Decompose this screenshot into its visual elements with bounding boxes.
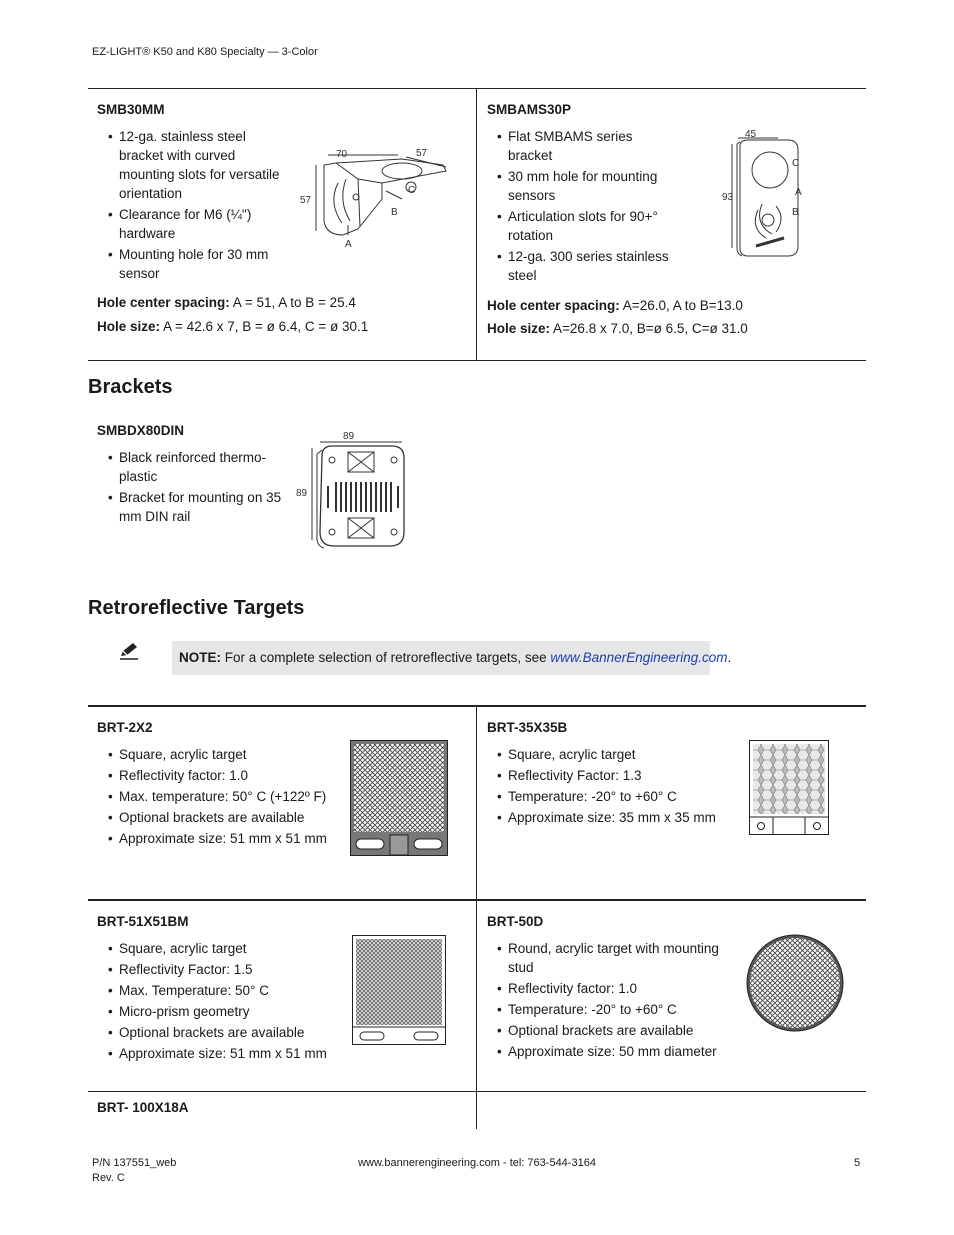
table-top-border bbox=[88, 88, 866, 89]
svg-text:89: 89 bbox=[296, 488, 308, 499]
product-bullets bbox=[98, 939, 338, 1065]
product-name: SMBAMS30P bbox=[487, 102, 572, 117]
page-number: 5 bbox=[854, 1157, 861, 1169]
table-divider bbox=[476, 88, 477, 360]
svg-text:57: 57 bbox=[416, 148, 428, 159]
bullet-item: • Bracket for mounting on 35 mm DIN rail bbox=[98, 488, 288, 526]
hole-size: Hole size: A=26.8 x 7.0, B=ø 6.5, C=ø 31.0 bbox=[487, 321, 748, 336]
bullet-item: • Reflectivity Factor: 1.3 bbox=[487, 766, 727, 785]
pencil-note-icon bbox=[118, 642, 140, 660]
part-number: P/N 137551_web bbox=[92, 1157, 177, 1169]
svg-text:57: 57 bbox=[300, 195, 312, 206]
product-name: SMBDX80DIN bbox=[97, 423, 185, 438]
bullet-item: • Articulation slots for 90+° rotation bbox=[487, 207, 687, 245]
product-name: BRT-51X51BM bbox=[97, 914, 189, 929]
targets-table-row-line bbox=[88, 899, 866, 901]
bullet-item: • Approximate size: 51 mm x 51 mm bbox=[98, 829, 338, 848]
banner-website-link[interactable]: www.BannerEngineering.com bbox=[550, 650, 728, 665]
svg-text:70: 70 bbox=[336, 149, 348, 160]
product-bullets bbox=[487, 745, 727, 829]
table-bottom-border bbox=[88, 360, 866, 361]
bullet-item: • Black reinforced thermo- plastic bbox=[98, 448, 288, 486]
product-bullets bbox=[487, 939, 737, 1063]
section-title-brackets: Brackets bbox=[88, 376, 173, 398]
note-label: NOTE: bbox=[179, 650, 221, 665]
bullet-item: • Reflectivity factor: 1.0 bbox=[98, 766, 338, 785]
product-name: SMB30MM bbox=[97, 102, 165, 117]
bullet-item: • Approximate size: 51 mm x 51 mm bbox=[98, 1044, 338, 1063]
bullet-item: • Optional brackets are available bbox=[487, 1021, 737, 1040]
bullet-item: • Max. Temperature: 50° C bbox=[98, 981, 338, 1000]
product-name: BRT-35X35B bbox=[487, 720, 568, 735]
brt-50d-image bbox=[745, 933, 845, 1033]
smbdx80din-drawing bbox=[292, 428, 410, 550]
bullet-item: • Reflectivity factor: 1.0 bbox=[487, 979, 737, 998]
hole-spacing: Hole center spacing: A = 51, A to B = 25.4 bbox=[97, 295, 356, 310]
svg-text:45: 45 bbox=[745, 129, 757, 140]
document-header: EZ-LIGHT® K50 and K80 Specialty — 3-Color bbox=[92, 46, 318, 58]
bullet-item: • 30 mm hole for mounting sensors bbox=[487, 167, 687, 205]
bullet-item: • Square, acrylic target bbox=[98, 939, 338, 958]
bullet-item: • Flat SMBAMS series bracket bbox=[487, 127, 687, 165]
svg-text:89: 89 bbox=[343, 431, 355, 442]
smb30mm-drawing bbox=[298, 143, 454, 251]
section-title-targets: Retroreflective Targets bbox=[88, 597, 305, 619]
bullet-item: • Micro-prism geometry bbox=[98, 1002, 338, 1021]
bullet-item: • Max. temperature: 50° C (+122º F) bbox=[98, 787, 338, 806]
svg-text:C: C bbox=[408, 185, 416, 196]
note-box: NOTE: For a complete selection of retroreflective targets, see www.BannerEngineering.com. bbox=[172, 641, 710, 675]
svg-text:B: B bbox=[391, 207, 398, 218]
svg-text:A: A bbox=[345, 239, 352, 250]
svg-text:93: 93 bbox=[722, 192, 734, 203]
product-bullets bbox=[98, 127, 298, 285]
bullet-item: • Approximate size: 35 mm x 35 mm bbox=[487, 808, 727, 827]
bullet-item: • Clearance for M6 (¼") hardware bbox=[98, 205, 298, 243]
bullet-item: • Reflectivity Factor: 1.5 bbox=[98, 960, 338, 979]
brt-2x2-image bbox=[350, 740, 448, 856]
targets-table-top bbox=[88, 705, 866, 707]
bullet-item: • Square, acrylic target bbox=[98, 745, 338, 764]
targets-table-row-line bbox=[88, 1091, 866, 1092]
bullet-item: • Temperature: -20° to +60° C bbox=[487, 787, 727, 806]
svg-text:B: B bbox=[792, 207, 799, 218]
hole-size: Hole size: A = 42.6 x 7, B = ø 6.4, C = ø 30.1 bbox=[97, 319, 369, 334]
product-bullets bbox=[487, 127, 687, 287]
product-bullets bbox=[98, 448, 288, 528]
bullet-item: • Optional brackets are available bbox=[98, 808, 338, 827]
contact-info: www.bannerengineering.com - tel: 763-544-3164 bbox=[358, 1157, 596, 1169]
svg-text:C: C bbox=[792, 158, 800, 169]
brt-35x35b-image bbox=[749, 740, 829, 835]
product-name: BRT-2X2 bbox=[97, 720, 153, 735]
product-name: BRT- 100X18A bbox=[97, 1100, 189, 1115]
bullet-item: • Square, acrylic target bbox=[487, 745, 727, 764]
product-bullets bbox=[98, 745, 338, 850]
bullet-item: • Optional brackets are available bbox=[98, 1023, 338, 1042]
bullet-item: • 12-ga. 300 series stainless steel bbox=[487, 247, 687, 285]
hole-spacing: Hole center spacing: A=26.0, A to B=13.0 bbox=[487, 298, 743, 313]
bullet-item: • Temperature: -20° to +60° C bbox=[487, 1000, 737, 1019]
bullet-item: • Round, acrylic target with mounting stud bbox=[487, 939, 737, 977]
product-name: BRT-50D bbox=[487, 914, 544, 929]
bullet-item: • Mounting hole for 30 mm sensor bbox=[98, 245, 298, 283]
bullet-item: • 12-ga. stainless steel bracket with curved mounting slots for versatile orientation bbox=[98, 127, 298, 203]
smbams30p-drawing bbox=[720, 128, 810, 260]
note-text: For a complete selection of retroreflective targets, see bbox=[221, 650, 551, 665]
bullet-item: • Approximate size: 50 mm diameter bbox=[487, 1042, 737, 1061]
svg-text:A: A bbox=[795, 187, 802, 198]
brt-51x51bm-image bbox=[352, 935, 446, 1045]
revision: Rev. C bbox=[92, 1172, 125, 1184]
targets-table-divider bbox=[476, 705, 477, 1129]
